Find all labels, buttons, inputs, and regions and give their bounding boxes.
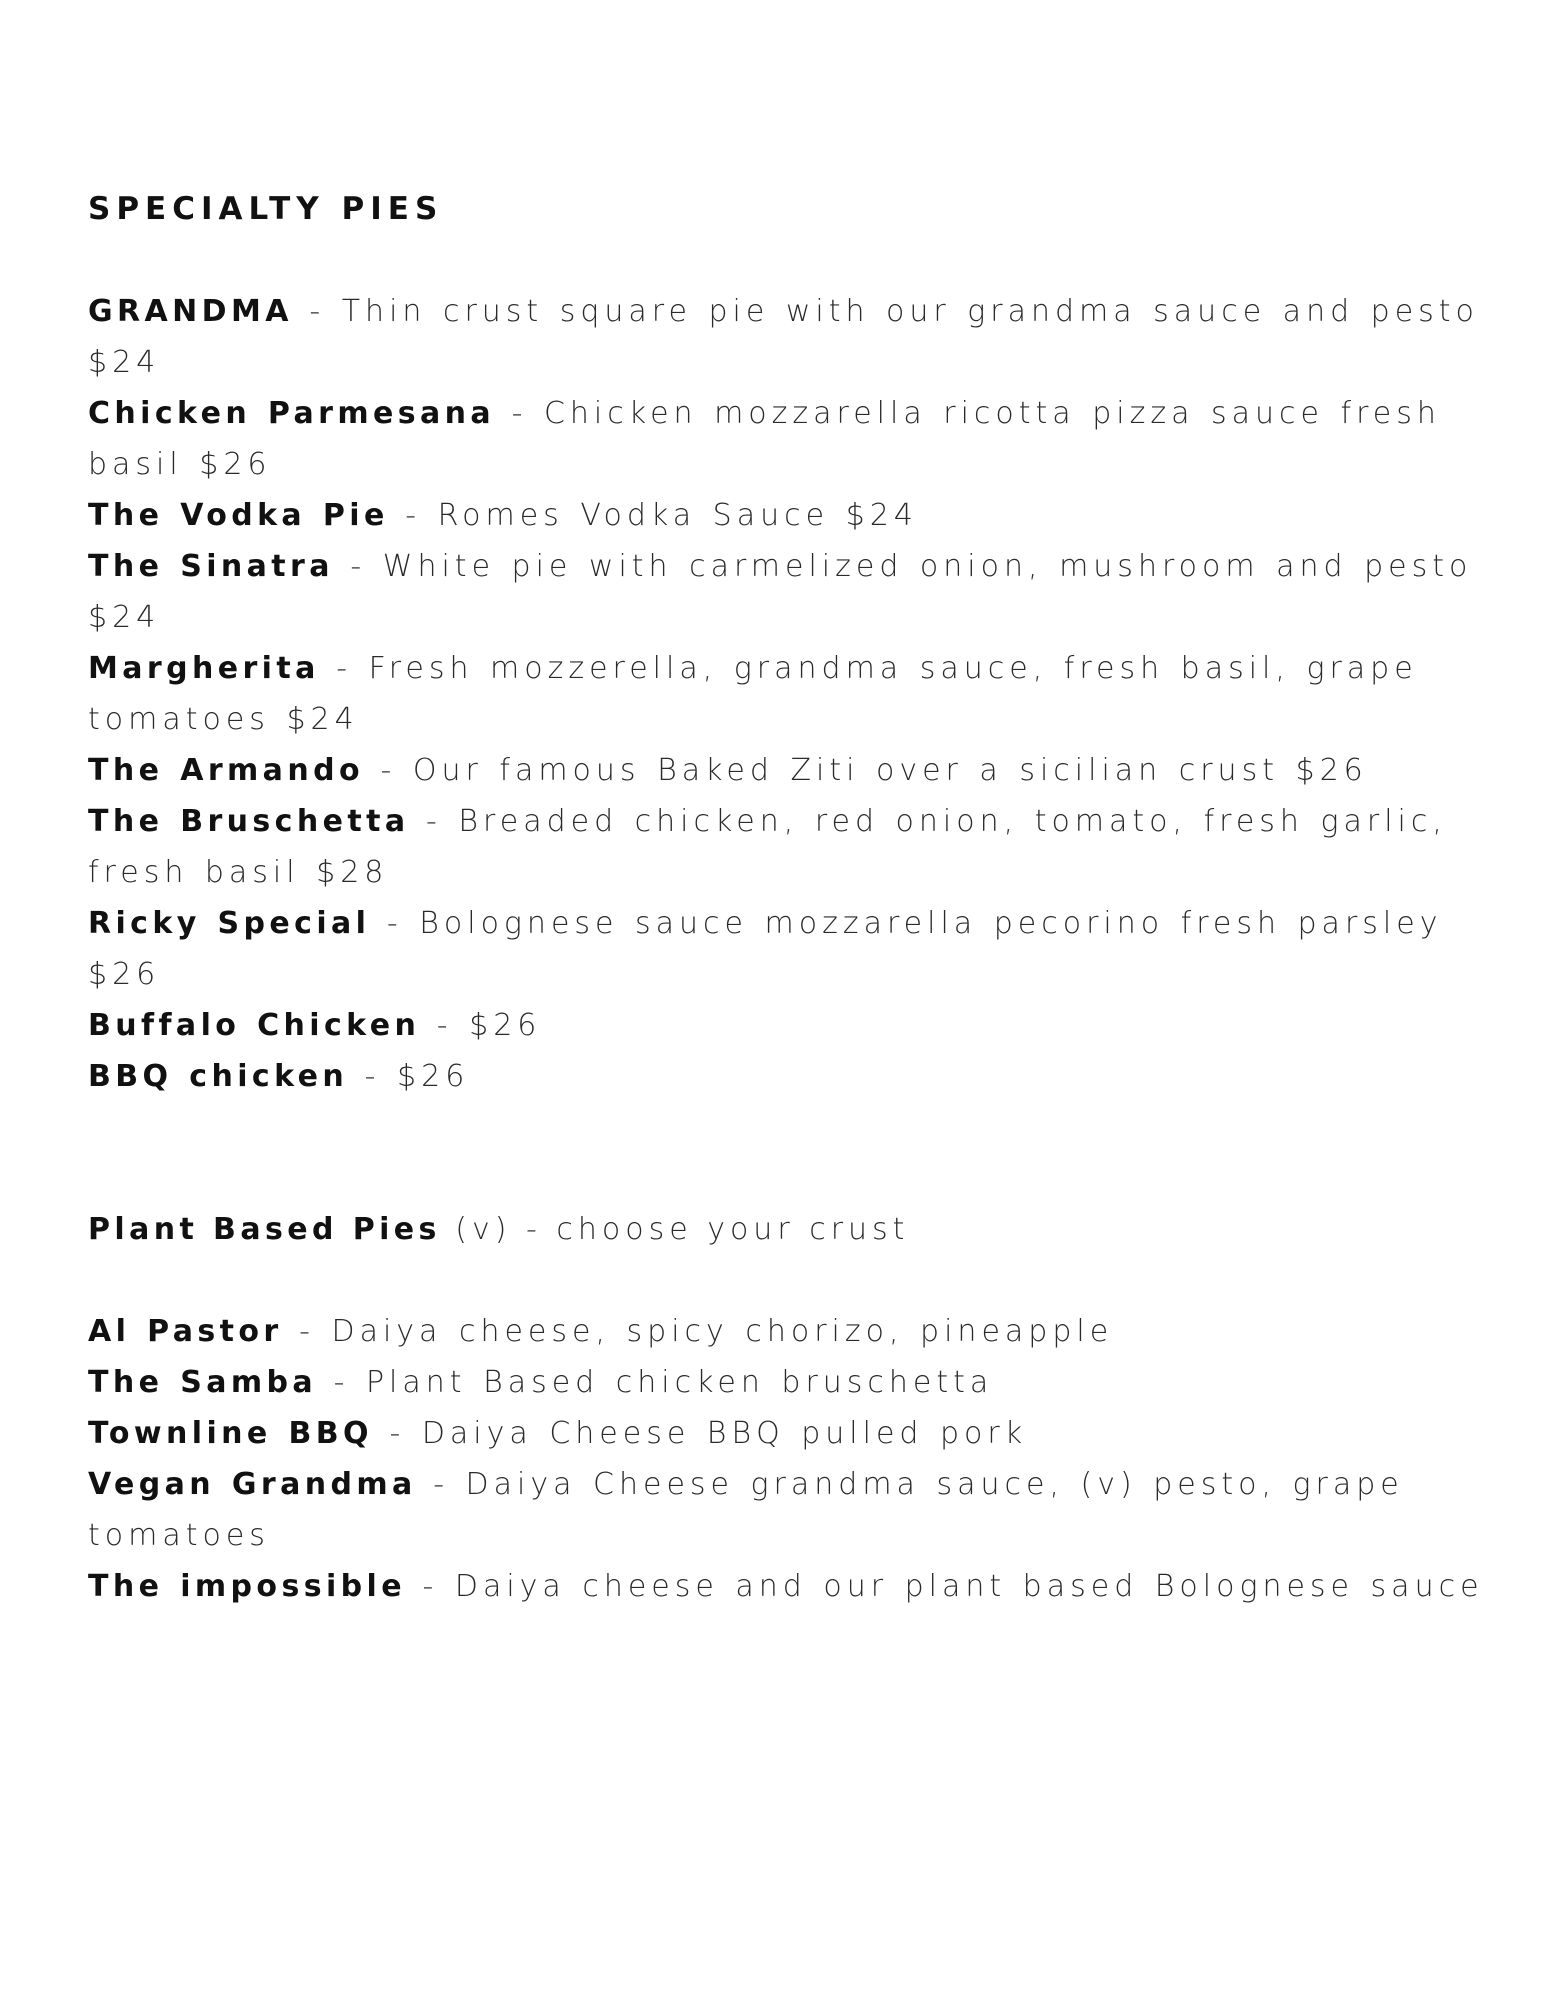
- menu-item: [88, 796, 1488, 898]
- specialty-pies-list: [88, 286, 1488, 1102]
- menu-item-name: Ricky Special: [88, 906, 371, 941]
- menu-item-name: Margherita: [88, 651, 320, 686]
- menu-item: [88, 1408, 1488, 1459]
- menu-item: [88, 643, 1488, 745]
- menu-item-description: - $26: [348, 1059, 470, 1094]
- menu-item-description: - Chicken mozzarella ricotta pizza sauce fresh basil $26: [88, 396, 1441, 482]
- menu-item-description: - Daiya cheese and our plant based Bolognese sauce: [405, 1569, 1484, 1604]
- menu-item-name: Townline BBQ: [88, 1416, 373, 1451]
- menu-item-name: Al Pastor: [88, 1314, 283, 1349]
- menu-item-name: BBQ chicken: [88, 1059, 349, 1094]
- menu-item-description: - Bolognese sauce mozzarella pecorino fresh parsley $26: [88, 906, 1443, 992]
- menu-item-description: - Daiya Cheese BBQ pulled pork: [372, 1416, 1028, 1451]
- menu-item: [88, 1459, 1488, 1561]
- menu-item-description: - Romes Vodka Sauce $24: [388, 498, 918, 533]
- plant-based-pies-list: [88, 1306, 1488, 1612]
- menu-item: [88, 1306, 1488, 1357]
- menu-item-description: - Breaded chicken, red onion, tomato, fresh garlic, fresh basil $28: [88, 804, 1447, 890]
- menu-item-description: - Plant Based chicken bruschetta: [317, 1365, 994, 1400]
- menu-item: [88, 388, 1488, 490]
- menu-item: [88, 1051, 1488, 1102]
- specialty-pies-heading: SPECIALTY PIES: [88, 191, 444, 227]
- plant-based-pies-heading: [88, 1204, 1488, 1255]
- spacer: [88, 235, 1488, 286]
- menu-item-name: The Samba: [88, 1365, 318, 1400]
- plant-based-pies-title: Plant Based Pies: [88, 1212, 441, 1247]
- menu-item-name: Chicken Parmesana: [88, 396, 496, 431]
- menu-item-description: - Thin crust square pie with our grandma sauce and pesto $24: [88, 294, 1479, 380]
- menu-item: [88, 1000, 1488, 1051]
- menu-item-description: - Daiya Cheese grandma sauce, (v) pesto, grape tomatoes: [88, 1467, 1404, 1553]
- plant-based-pies-subtitle: (v) - choose your crust: [440, 1212, 910, 1247]
- spacer: [88, 1102, 1488, 1204]
- menu-item-description: - Daiya cheese, spicy chorizo, pineapple: [282, 1314, 1114, 1349]
- menu-item: [88, 1357, 1488, 1408]
- menu-item: [88, 898, 1488, 1000]
- menu-item-description: - White pie with carmelized onion, mushroom and pesto $24: [88, 549, 1473, 635]
- menu-item-name: The Armando: [88, 753, 364, 788]
- menu-item-name: The Sinatra: [88, 549, 334, 584]
- menu-item-description: - Our famous Baked Ziti over a sicilian crust $26: [363, 753, 1368, 788]
- menu-item: [88, 490, 1488, 541]
- menu-item: [88, 541, 1488, 643]
- menu-item: [88, 286, 1488, 388]
- menu-item-description: - $26: [420, 1008, 542, 1043]
- menu-item: [88, 1561, 1488, 1612]
- menu-item-description: - Fresh mozzerella, grandma sauce, fresh basil, grape tomatoes $24: [88, 651, 1418, 737]
- menu-item-name: Buffalo Chicken: [88, 1008, 421, 1043]
- menu-item: [88, 745, 1488, 796]
- menu-content: [88, 184, 1488, 1612]
- menu-item-name: The Vodka Pie: [88, 498, 389, 533]
- menu-item-name: The Bruschetta: [88, 804, 410, 839]
- menu-item-name: The impossible: [88, 1569, 406, 1604]
- menu-item-name: GRANDMA: [88, 294, 293, 329]
- menu-item-name: Vegan Grandma: [88, 1467, 417, 1502]
- spacer: [88, 1255, 1488, 1306]
